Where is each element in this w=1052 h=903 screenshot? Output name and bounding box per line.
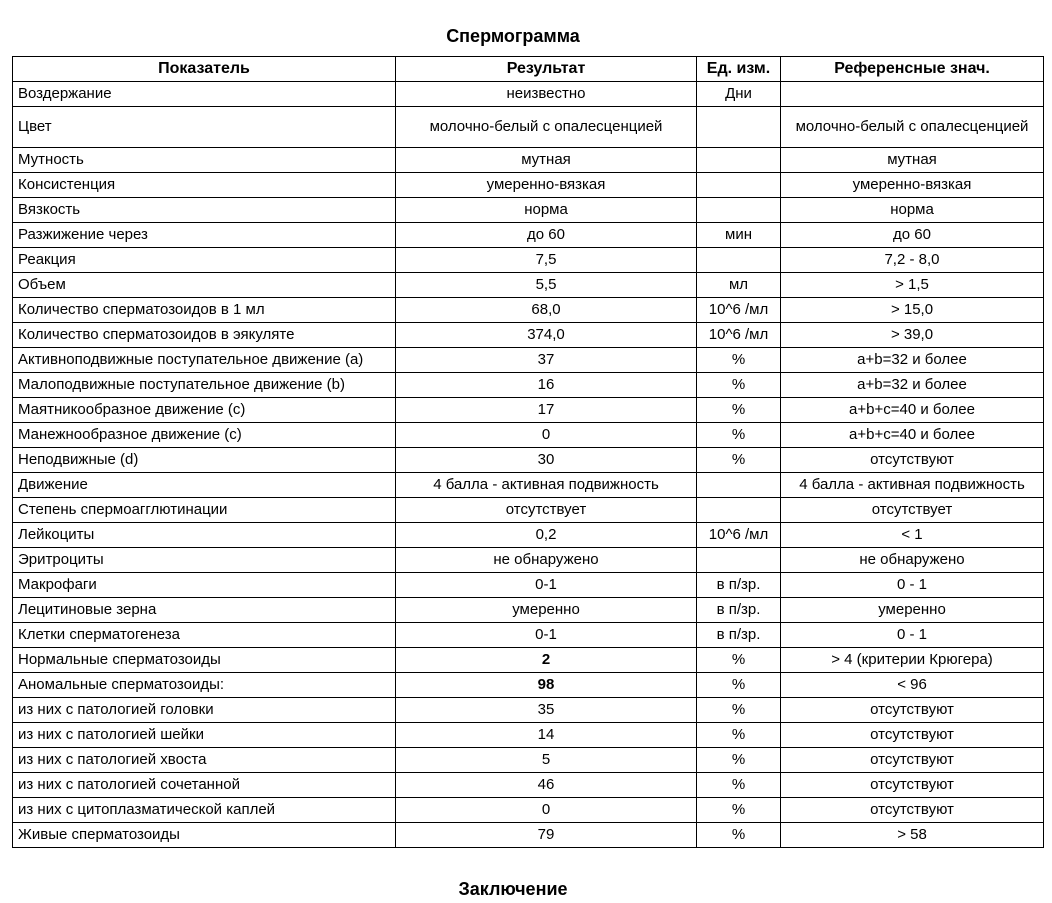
reference-cell: 0 - 1 bbox=[781, 573, 1044, 598]
indicator-cell: Объем bbox=[13, 273, 396, 298]
result-cell: мутная bbox=[396, 148, 697, 173]
indicator-cell: Разжижение через bbox=[13, 223, 396, 248]
table-row bbox=[13, 498, 1044, 523]
unit-cell: в п/зр. bbox=[697, 623, 781, 648]
table-row bbox=[13, 773, 1044, 798]
conclusion-heading: Заключение bbox=[458, 879, 568, 899]
indicator-cell: Степень спермоагглютинации bbox=[13, 498, 396, 523]
indicator-cell: Лецитиновые зерна bbox=[13, 598, 396, 623]
result-cell: 0-1 bbox=[396, 573, 697, 598]
indicator-cell: Неподвижные (d) bbox=[13, 448, 396, 473]
result-cell: 16 bbox=[396, 373, 697, 398]
unit-cell: мл bbox=[697, 273, 781, 298]
reference-cell bbox=[781, 82, 1044, 107]
unit-cell: % bbox=[697, 348, 781, 373]
reference-cell: a+b=32 и более bbox=[781, 373, 1044, 398]
unit-cell: % bbox=[697, 798, 781, 823]
table-row bbox=[13, 448, 1044, 473]
result-cell: 374,0 bbox=[396, 323, 697, 348]
column-header-indicator: Показатель bbox=[13, 57, 396, 82]
reference-cell: умеренно bbox=[781, 598, 1044, 623]
result-cell: 17 bbox=[396, 398, 697, 423]
reference-cell: < 96 bbox=[781, 673, 1044, 698]
result-cell: 0,2 bbox=[396, 523, 697, 548]
table-row bbox=[13, 398, 1044, 423]
result-cell: 4 балла - активная подвижность bbox=[396, 473, 697, 498]
unit-cell: 10^6 /мл bbox=[697, 523, 781, 548]
unit-cell: % bbox=[697, 723, 781, 748]
unit-cell bbox=[697, 198, 781, 223]
table-row bbox=[13, 107, 1044, 148]
table-row bbox=[13, 298, 1044, 323]
reference-cell: < 1 bbox=[781, 523, 1044, 548]
table-row bbox=[13, 698, 1044, 723]
result-cell: умеренно-вязкая bbox=[396, 173, 697, 198]
result-cell: 0-1 bbox=[396, 623, 697, 648]
table-row bbox=[13, 348, 1044, 373]
indicator-cell: Эритроциты bbox=[13, 548, 396, 573]
result-cell: 5 bbox=[396, 748, 697, 773]
indicator-cell: Лейкоциты bbox=[13, 523, 396, 548]
table-row bbox=[13, 198, 1044, 223]
indicator-cell: Консистенция bbox=[13, 173, 396, 198]
indicator-cell: Движение bbox=[13, 473, 396, 498]
indicator-cell: Активноподвижные поступательное движение (а) bbox=[13, 348, 396, 373]
unit-cell: % bbox=[697, 648, 781, 673]
table-row bbox=[13, 798, 1044, 823]
reference-cell: a+b+c=40 и более bbox=[781, 398, 1044, 423]
column-header-unit: Ед. изм. bbox=[697, 57, 781, 82]
table-row bbox=[13, 748, 1044, 773]
reference-cell: отсутствуют bbox=[781, 748, 1044, 773]
table-row bbox=[13, 573, 1044, 598]
column-header-reference: Референсные знач. bbox=[781, 57, 1044, 82]
result-cell: 14 bbox=[396, 723, 697, 748]
table-row bbox=[13, 523, 1044, 548]
result-cell: молочно-белый с опалесценцией bbox=[396, 107, 697, 148]
indicator-cell: Цвет bbox=[13, 107, 396, 148]
unit-cell: % bbox=[697, 423, 781, 448]
reference-cell: 0 - 1 bbox=[781, 623, 1044, 648]
table-row bbox=[13, 148, 1044, 173]
table-row bbox=[13, 248, 1044, 273]
unit-cell bbox=[697, 173, 781, 198]
unit-cell: % bbox=[697, 448, 781, 473]
unit-cell: в п/зр. bbox=[697, 598, 781, 623]
result-cell: норма bbox=[396, 198, 697, 223]
indicator-cell: Мутность bbox=[13, 148, 396, 173]
result-cell: 79 bbox=[396, 823, 697, 848]
table-row bbox=[13, 423, 1044, 448]
result-cell: отсутствует bbox=[396, 498, 697, 523]
table-row bbox=[13, 673, 1044, 698]
reference-cell: умеренно-вязкая bbox=[781, 173, 1044, 198]
table-row bbox=[13, 648, 1044, 673]
table-row bbox=[13, 173, 1044, 198]
result-cell: 5,5 bbox=[396, 273, 697, 298]
result-cell: 0 bbox=[396, 423, 697, 448]
unit-cell: % bbox=[697, 673, 781, 698]
unit-cell bbox=[697, 548, 781, 573]
result-cell: не обнаружено bbox=[396, 548, 697, 573]
unit-cell bbox=[697, 148, 781, 173]
page-title: Спермограмма bbox=[446, 26, 580, 46]
indicator-cell: из них с патологией сочетанной bbox=[13, 773, 396, 798]
reference-cell: > 15,0 bbox=[781, 298, 1044, 323]
unit-cell bbox=[697, 473, 781, 498]
indicator-cell: Нормальные сперматозоиды bbox=[13, 648, 396, 673]
indicator-cell: Малоподвижные поступательное движение (b) bbox=[13, 373, 396, 398]
unit-cell bbox=[697, 248, 781, 273]
unit-cell: в п/зр. bbox=[697, 573, 781, 598]
indicator-cell: из них с патологией головки bbox=[13, 698, 396, 723]
reference-cell: отсутствует bbox=[781, 498, 1044, 523]
reference-cell: мутная bbox=[781, 148, 1044, 173]
unit-cell bbox=[697, 498, 781, 523]
unit-cell bbox=[697, 107, 781, 148]
unit-cell: мин bbox=[697, 223, 781, 248]
unit-cell: 10^6 /мл bbox=[697, 298, 781, 323]
indicator-cell: Реакция bbox=[13, 248, 396, 273]
indicator-cell: Количество сперматозоидов в 1 мл bbox=[13, 298, 396, 323]
table-row bbox=[13, 823, 1044, 848]
indicator-cell: Вязкость bbox=[13, 198, 396, 223]
table-row bbox=[13, 598, 1044, 623]
table-row bbox=[13, 223, 1044, 248]
reference-cell: 7,2 - 8,0 bbox=[781, 248, 1044, 273]
result-cell: 0 bbox=[396, 798, 697, 823]
reference-cell: норма bbox=[781, 198, 1044, 223]
reference-cell: > 58 bbox=[781, 823, 1044, 848]
column-header-result: Результат bbox=[396, 57, 697, 82]
reference-cell: отсутствуют bbox=[781, 798, 1044, 823]
table-row bbox=[13, 273, 1044, 298]
indicator-cell: Макрофаги bbox=[13, 573, 396, 598]
unit-cell: % bbox=[697, 823, 781, 848]
indicator-cell: из них с цитоплазматической каплей bbox=[13, 798, 396, 823]
reference-cell: > 4 (критерии Крюгера) bbox=[781, 648, 1044, 673]
indicator-cell: из них с патологией шейки bbox=[13, 723, 396, 748]
result-cell: до 60 bbox=[396, 223, 697, 248]
unit-cell: % bbox=[697, 398, 781, 423]
reference-cell: > 1,5 bbox=[781, 273, 1044, 298]
table-row bbox=[13, 548, 1044, 573]
unit-cell: % bbox=[697, 698, 781, 723]
unit-cell: % bbox=[697, 373, 781, 398]
result-cell: 68,0 bbox=[396, 298, 697, 323]
indicator-cell: Воздержание bbox=[13, 82, 396, 107]
indicator-cell: Клетки сперматогенеза bbox=[13, 623, 396, 648]
reference-cell: отсутствуют bbox=[781, 773, 1044, 798]
indicator-cell: Манежнообразное движение (с) bbox=[13, 423, 396, 448]
result-cell: неизвестно bbox=[396, 82, 697, 107]
table-row bbox=[13, 623, 1044, 648]
reference-cell: не обнаружено bbox=[781, 548, 1044, 573]
table-row bbox=[13, 373, 1044, 398]
unit-cell: 10^6 /мл bbox=[697, 323, 781, 348]
table-row bbox=[13, 473, 1044, 498]
indicator-cell: Живые сперматозоиды bbox=[13, 823, 396, 848]
indicator-cell: Количество сперматозоидов в эякуляте bbox=[13, 323, 396, 348]
result-cell: 7,5 bbox=[396, 248, 697, 273]
table-header-row bbox=[13, 57, 1044, 82]
result-cell: 46 bbox=[396, 773, 697, 798]
reference-cell: a+b+c=40 и более bbox=[781, 423, 1044, 448]
reference-cell: > 39,0 bbox=[781, 323, 1044, 348]
table-row bbox=[13, 82, 1044, 107]
indicator-cell: из них с патологией хвоста bbox=[13, 748, 396, 773]
table-row bbox=[13, 323, 1044, 348]
indicator-cell: Аномальные сперматозоиды: bbox=[13, 673, 396, 698]
reference-cell: отсутствуют bbox=[781, 698, 1044, 723]
result-cell: 2 bbox=[396, 648, 697, 673]
table-row bbox=[13, 723, 1044, 748]
result-cell: 98 bbox=[396, 673, 697, 698]
result-cell: 30 bbox=[396, 448, 697, 473]
unit-cell: % bbox=[697, 773, 781, 798]
reference-cell: 4 балла - активная подвижность bbox=[781, 473, 1044, 498]
result-cell: 37 bbox=[396, 348, 697, 373]
reference-cell: до 60 bbox=[781, 223, 1044, 248]
result-cell: умеренно bbox=[396, 598, 697, 623]
unit-cell: Дни bbox=[697, 82, 781, 107]
spermogram-table bbox=[12, 56, 1044, 848]
reference-cell: a+b=32 и более bbox=[781, 348, 1044, 373]
reference-cell: молочно-белый с опалесценцией bbox=[781, 107, 1044, 148]
unit-cell: % bbox=[697, 748, 781, 773]
result-cell: 35 bbox=[396, 698, 697, 723]
reference-cell: отсутствуют bbox=[781, 723, 1044, 748]
indicator-cell: Маятникообразное движение (с) bbox=[13, 398, 396, 423]
reference-cell: отсутствуют bbox=[781, 448, 1044, 473]
